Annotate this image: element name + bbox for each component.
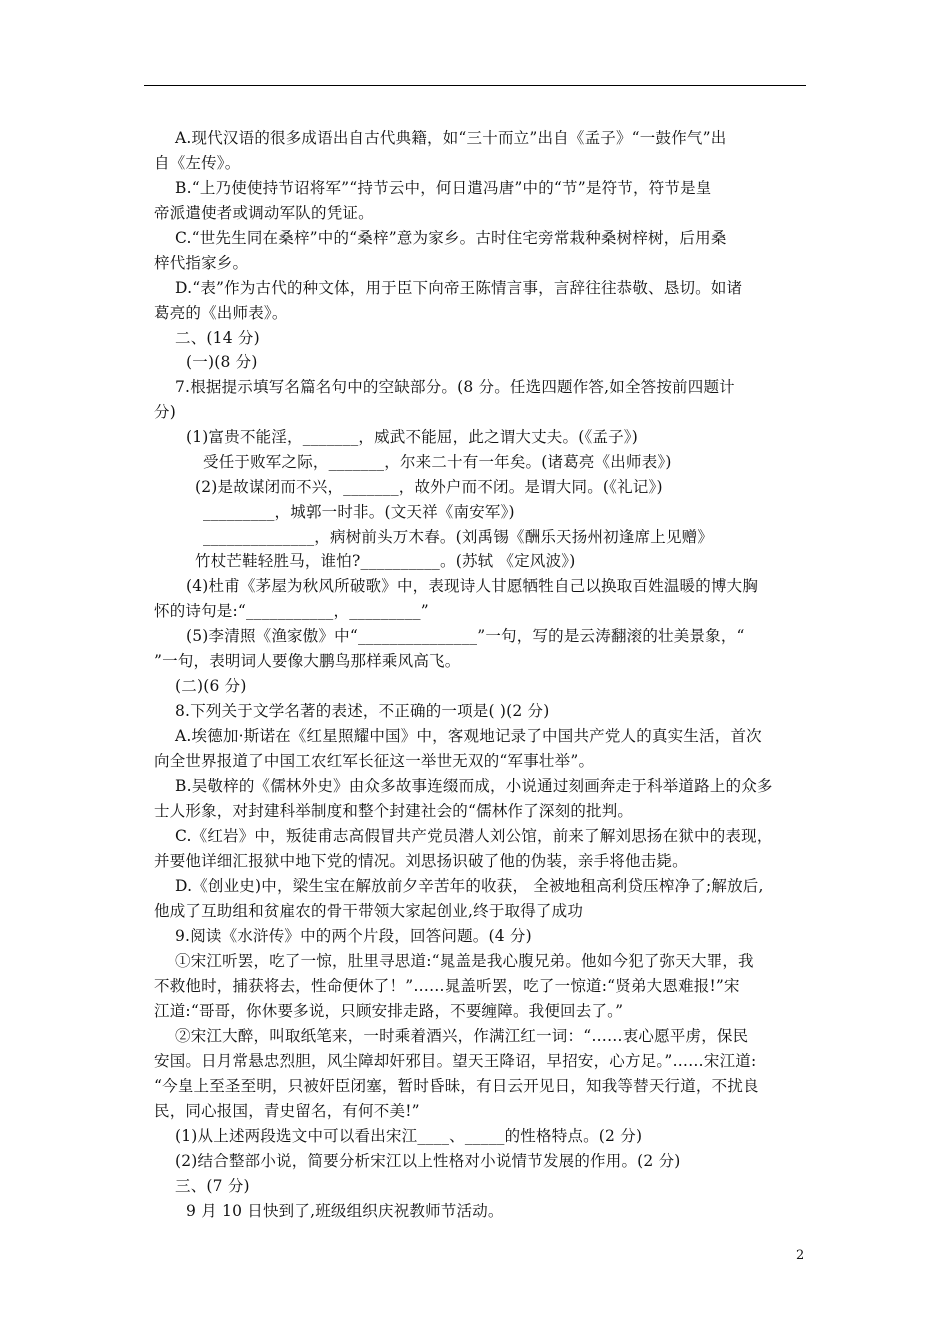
question-8: 8.下列关于文学名著的表述，不正确的一项是( )(2 分) — [175, 702, 550, 720]
text-line: 江道:“哥哥，你休要多说，只顾安排走路，不要缠障。我便回去了。” — [154, 1002, 624, 1020]
passage-1: ①宋江听罢，吃了一惊，肚里寻思道:“晁盖是我心腹兄弟。他如今犯了弥天大罪，我 — [175, 952, 754, 970]
text-line: 分) — [154, 403, 176, 421]
sub-question-2: (2)结合整部小说，简要分析宋江以上性格对小说情节发展的作用。(2 分) — [175, 1152, 681, 1170]
text-line: D.“表”作为古代的种文体，用于臣下向帝王陈情言事，言辞往往恭敬、恳切。如诸 — [175, 279, 743, 297]
fill-blank-line: _________，城郭一时非。(文天祥《南安军》) — [203, 503, 515, 521]
sub-question-1: (1)从上述两段选文中可以看出宋江____、_____的性格特点。(2 分) — [175, 1127, 643, 1145]
text-line: A.现代汉语的很多成语出自古代典籍，如“三十而立”出自《孟子》“一鼓作气”出 — [175, 129, 727, 147]
fill-blank-line: 竹杖芒鞋轻胜马，谁怕?__________。(苏轼 《定风波》) — [195, 552, 576, 570]
fill-blank-line: (2)是故谋闭而不兴，_______，故外户而不闭。是谓大同。(《礼记》) — [195, 478, 663, 496]
text-line: B.“上乃使使持节诏将军”“持节云中，何日遣冯唐”中的“节”是符节，符节是皇 — [175, 179, 712, 197]
text-line: 不救他时，捕获将去，性命便休了！”……晁盖听罢，吃了一惊道:“贤弟大恩难报!”宋 — [154, 977, 740, 995]
text-line: C.“世先生同在桑梓”中的“桑梓”意为家乡。古时住宅旁常栽种桑树梓树，后用桑 — [175, 229, 727, 247]
fill-blank-line: 怀的诗句是:“___________，_________” — [154, 602, 429, 620]
page-number: 2 — [796, 1248, 805, 1263]
text-line: 葛亮的《出师表》。 — [154, 304, 288, 322]
fill-blank-line: ______________，病树前头万木春。(刘禹锡《酬乐天扬州初逢席上见赠》 — [203, 528, 714, 546]
option-a: A.埃德加·斯诺在《红星照耀中国》中，客观地记录了中国共产党人的真实生活，首次 — [175, 727, 762, 745]
fill-blank-line: (4)杜甫《茅屋为秋风所破歌》中，表现诗人甘愿牺牲自己以换取百姓温暖的博大胸 — [186, 577, 759, 595]
question-9: 9.阅读《水浒传》中的两个片段，回答问题。(4 分) — [175, 927, 532, 945]
text-line: 他成了互助组和贫雇农的骨干带领大家起创业,终于取得了成功 — [154, 902, 584, 920]
text-line: ”一句，表明词人要像大鹏鸟那样乘风高飞。 — [154, 652, 461, 670]
option-d: D.《创业史)中，梁生宝在解放前夕辛苦年的收获， 全被地租高利贷压榨净了;解放后, — [175, 877, 764, 895]
fill-blank-line: (5)李清照《渔家傲》中“_______________”一句，写的是云涛翻滚的壮美景象，“ — [186, 627, 745, 645]
fill-blank-line: 受任于败军之际，_______，尔来二十有一年矣。(诸葛亮《出师表》) — [203, 453, 672, 471]
passage-2: ②宋江大醉，叫取纸笔来，一时乘着酒兴，作满江红一词：“……衷心愿平虏，保民 — [175, 1027, 749, 1045]
text-line: 民，同心报国，青史留名，有何不美!” — [154, 1102, 420, 1120]
text-line: “今皇上至圣至明，只被奸臣闭塞，暂时昏昧，有日云开见日，知我等替天行道，不扰良 — [154, 1077, 759, 1095]
text-line: 9 月 10 日快到了,班级组织庆祝教师节活动。 — [186, 1202, 504, 1220]
text-line: 并要他详细汇报狱中地下党的情况。刘思扬识破了他的伪装，亲手将他击毙。 — [154, 852, 688, 870]
text-line: 安国。日月常悬忠烈胆，风尘障却奸邪目。望天王降诏，早招安，心方足。”……宋江道: — [154, 1052, 757, 1070]
subsection-heading: (一)(8 分) — [186, 353, 258, 371]
subsection-heading: (二)(6 分) — [175, 677, 247, 695]
fill-blank-line: (1)富贵不能淫，_______，威武不能屈，此之谓大丈夫。(《孟子》) — [186, 428, 639, 446]
section-heading: 三、(7 分) — [175, 1177, 250, 1195]
text-line: 向全世界报道了中国工农红军长征这一举世无双的“军事壮举”。 — [154, 752, 595, 770]
text-line: 自《左传》。 — [154, 154, 241, 172]
option-c: C.《红岩》中，叛徒甫志高假冒共产党员潜人刘公馆，前来了解刘思扬在狱中的表现， — [175, 827, 773, 845]
text-line: 帝派遣使者或调动军队的凭证。 — [154, 204, 374, 222]
text-line: 梓代指家乡。 — [154, 254, 249, 272]
question-7: 7.根据提示填写名篇名句中的空缺部分。(8 分。任选四题作答,如全答按前四题计 — [175, 378, 735, 396]
option-b: B.吴敬梓的《儒林外史》由众多故事连缀而成，小说通过刻画奔走于科举道路上的众多 — [175, 777, 773, 795]
section-heading: 二、(14 分) — [175, 329, 260, 347]
text-line: 士人形象，对封建科举制度和整个封建社会的“儒林作了深刻的批判。 — [154, 802, 634, 820]
